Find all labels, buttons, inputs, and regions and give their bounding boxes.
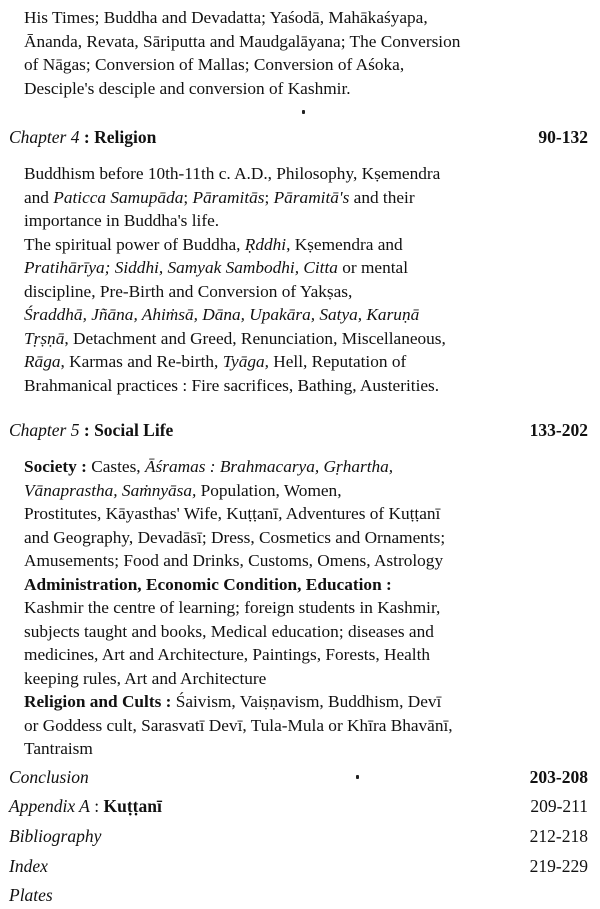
content-line: Administration, Economic Condition, Education : bbox=[24, 574, 392, 594]
chapter-4-pages: 90-132 bbox=[538, 127, 588, 147]
content-line: Kashmir the centre of learning; foreign students in Kashmir, bbox=[24, 598, 441, 617]
appendix-entry[interactable] bbox=[9, 796, 588, 817]
content-line: The spiritual power of Buddha, Ṛddhi, Kṣemendra and bbox=[24, 234, 403, 254]
intro-line: Desciple's desciple and conversion of Kashmir. bbox=[24, 78, 351, 98]
appendix-title: Kuṭṭanī bbox=[103, 796, 162, 816]
print-speck bbox=[356, 775, 359, 779]
intro-line: Ānanda, Revata, Sāriputta and Maudgalāyana; The Conversion bbox=[24, 31, 461, 51]
content-line: Rāga, Karmas and Re-birth, Tyāga, Hell, Reputation of bbox=[24, 352, 407, 371]
content-line: subjects taught and books, Medical education; diseases and bbox=[24, 621, 434, 641]
chapter-5-heading[interactable] bbox=[9, 420, 588, 441]
chapter-5-label: Chapter 5 bbox=[9, 420, 80, 440]
appendix-pages: 209-211 bbox=[530, 796, 588, 816]
index-pages: 219-229 bbox=[529, 856, 588, 876]
content-line: Amusements; Food and Drinks, Customs, Omens, Astrology bbox=[24, 551, 444, 570]
chapter-5-pages: 133-202 bbox=[529, 420, 588, 440]
chapter-4-label: Chapter 4 bbox=[9, 127, 80, 147]
appendix-separator: : bbox=[89, 796, 104, 816]
chapter-5-title: Social Life bbox=[94, 420, 174, 440]
content-line: Brahmanical practices : Fire sacrifices, Bathing, Austerities. bbox=[24, 375, 440, 395]
content-line: Society : Castes, Āśramas : Brahmacarya, Gṛhartha, bbox=[24, 457, 394, 476]
bibliography-entry[interactable] bbox=[9, 826, 588, 847]
index-entry[interactable] bbox=[9, 856, 588, 877]
content-line: Tṛṣṇā, Detachment and Greed, Renunciation, Miscellaneous, bbox=[24, 328, 446, 348]
content-line: keeping rules, Art and Architecture bbox=[24, 668, 267, 688]
content-line: medicines, Art and Architecture, Paintings, Forests, Health bbox=[24, 645, 431, 664]
index-label: Index bbox=[9, 856, 48, 876]
chapter-4-heading[interactable] bbox=[9, 127, 588, 148]
intro-line: of Nāgas; Conversion of Mallas; Conversion of Aśoka, bbox=[24, 55, 405, 74]
conclusion-entry[interactable] bbox=[9, 767, 588, 788]
chapter-4-separator: : bbox=[79, 127, 95, 147]
content-line: discipline, Pre-Birth and Conversion of Yakṣas, bbox=[24, 281, 353, 301]
content-line: Prostitutes, Kāyasthas' Wife, Kuṭṭanī, Adventures of Kuṭṭanī bbox=[24, 504, 441, 523]
content-line: and Paticca Samupāda; Pāramitās; Pāramitā's and their bbox=[24, 187, 415, 207]
content-line: or Goddess cult, Sarasvatī Devī, Tula-Mula or Khīra Bhavānī, bbox=[24, 715, 453, 735]
appendix-label: Appendix A bbox=[9, 796, 90, 816]
plates-label: Plates bbox=[9, 885, 53, 905]
content-line: and Geography, Devadāsī; Dress, Cosmetics and Ornaments; bbox=[24, 527, 446, 547]
content-line: Pratihārīya; Siddhi, Samyak Sambodhi, Citta or mental bbox=[24, 258, 408, 277]
content-line: Vānaprastha, Saṁnyāsa, Population, Women, bbox=[24, 480, 342, 500]
conclusion-label: Conclusion bbox=[9, 767, 89, 787]
chapter-5-contents bbox=[24, 455, 584, 761]
content-line: Śraddhā, Jñāna, Ahiṁsā, Dāna, Upakāra, Satya, Karuṇā bbox=[24, 305, 420, 324]
bibliography-pages: 212-218 bbox=[529, 826, 588, 846]
conclusion-pages: 203-208 bbox=[529, 767, 588, 787]
intro-line: His Times; Buddha and Devadatta; Yaśodā, Mahākaśyapa, bbox=[24, 8, 428, 27]
bibliography-label: Bibliography bbox=[9, 826, 102, 846]
intro-paragraph bbox=[24, 6, 584, 100]
content-line: Tantraism bbox=[24, 739, 93, 758]
plates-entry[interactable] bbox=[9, 885, 588, 906]
chapter-5-separator: : bbox=[79, 420, 95, 440]
content-line: importance in Buddha's life. bbox=[24, 211, 220, 230]
print-speck bbox=[302, 110, 305, 114]
content-line: Religion and Cults : Śaivism, Vaiṣṇavism, Buddhism, Devī bbox=[24, 692, 442, 711]
content-line: Buddhism before 10th-11th c. A.D., Philosophy, Kṣemendra bbox=[24, 164, 441, 183]
chapter-4-contents bbox=[24, 162, 584, 397]
chapter-4-title: Religion bbox=[94, 127, 157, 147]
